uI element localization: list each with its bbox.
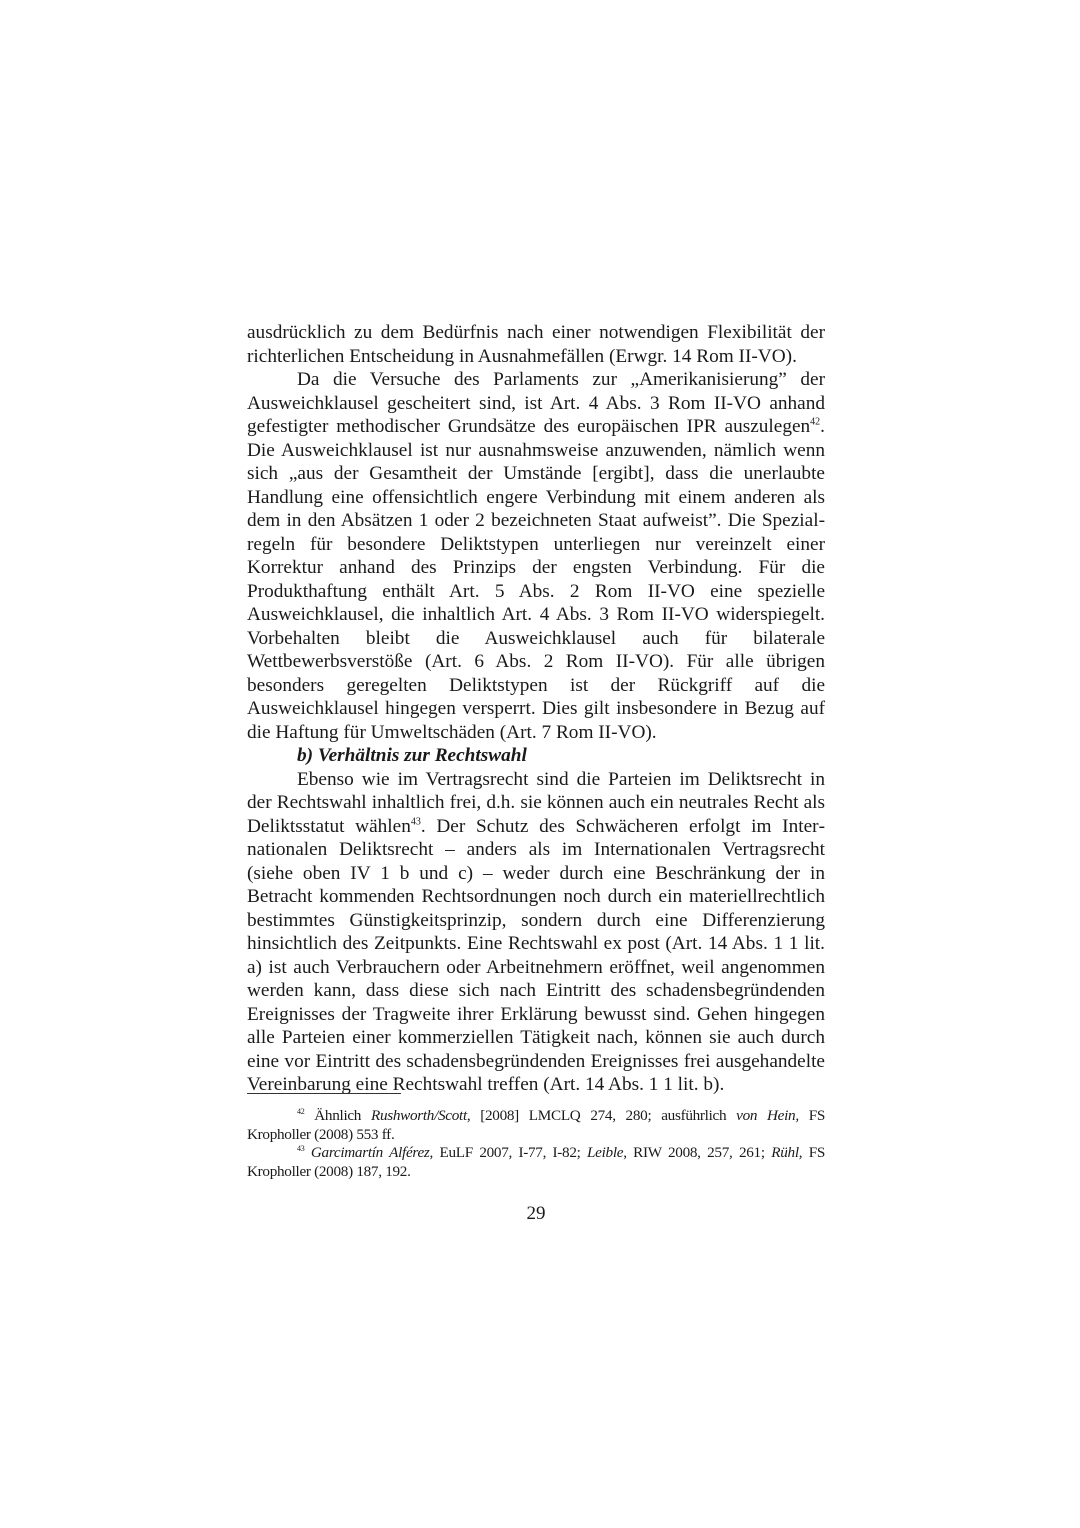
paragraph-text: . Die Ausweichklausel ist nur ausnahmsweise anzuwenden, nämlich wenn sich „aus der Gesamtheit der Umstände [ergibt], dass die unerlaubte Handlung eine offensichtlich engere Verbindung mit einem anderen als dem in den Absätzen 1 oder 2 bezeichneten Staat aufweist”. Die Spezialregeln für besondere Deliktstypen unterliegen nur vereinzelt einer Korrektur anhand des Prinzips der engsten Verbindung. Für die Produkthaftung enthält Art. 5 Abs. 2 Rom II-VO eine spezielle Ausweichklausel, die inhaltlich Art. 4 Abs. 3 Rom II-VO widerspiegelt. Vorbehalten bleibt die Ausweichklausel auch für bilaterale Wettbewerbsverstöße (Art. 6 Abs. 2 Rom II-VO). Für alle übrigen besonders geregelten Deliktstypen ist der Rückgriff auf die Ausweichklausel hingegen versperrt. Dies gilt insbesondere in Bezug auf die Haftung für Umweltschäden (Art. 7 Rom II-VO).	[247, 416, 825, 743]
footnote-number: 43	[297, 1143, 305, 1153]
author-name: Rühl,	[771, 1144, 803, 1161]
paragraph	[247, 321, 825, 368]
paragraph	[247, 368, 825, 744]
paragraph-text: Da die Versuche des Parlaments zur „Amerikanisierung” der Ausweichklausel gescheitert sind, ist Art. 4 Abs. 3 Rom II-VO anhand gefestigter methodischer Grundsätze des europäischen IPR auszulegen	[247, 369, 825, 437]
footnote-text: , EuLF 2007, I-77, I-82;	[429, 1144, 588, 1161]
footnote-text: FS Kropholler (2008) 187, 192.	[247, 1144, 825, 1180]
author-name: Garcimartín Alférez	[310, 1144, 430, 1161]
paragraph-text: ausdrücklich zu dem Bedürfnis nach einer notwendigen Flexibilität der richterlichen Entscheidung in Ausnahmefällen (Erwgr. 14 Rom II-VO).	[247, 322, 825, 367]
author-name: Leible	[587, 1144, 624, 1161]
footnote-text: , RIW 2008, 257, 261;	[623, 1144, 772, 1161]
section-heading: b) Verhältnis zur Rechtswahl	[297, 745, 527, 766]
page-number: 29	[526, 1203, 546, 1224]
footnote-separator	[247, 1093, 401, 1094]
footnote-marker: 42	[810, 416, 821, 428]
footnote-43	[247, 1144, 825, 1181]
footnote-marker: 43	[410, 816, 421, 828]
paragraph-text: . Der Schutz des Schwächeren erfolgt im Internationalen Deliktsrecht – anders als im Internationalen Vertragsrecht (siehe oben IV 1 b und c) – weder durch eine Beschränkung der in Betracht kommenden Rechtsordnungen noch durch ein materiellrechtlich bestimmtes Günstigkeitsprinzip, sondern durch eine Differenzierung hinsichtlich des Zeitpunkts. Eine Rechtswahl ex post (Art. 14 Abs. 1 1 lit. a) ist auch Verbrauchern oder Arbeitnehmern eröffnet, weil angenommen werden kann, dass diese sich nach Eintritt des schadensbegründenden Ereignisses der Tragweite ihrer Erklärung bewusst sind. Gehen hingegen alle Parteien einer kommerziellen Tätigkeit nach, können sie auch durch eine vor Eintritt des schadensbegründenden Ereignisses frei ausgehandelte Vereinbarung eine Rechtswahl treffen (Art. 14 Abs. 1 1 lit. b).	[247, 815, 825, 1095]
footnote-42	[247, 1107, 825, 1144]
paragraph	[247, 768, 825, 1097]
footnote-text: , [2008] LMCLQ 274, 280; ausführlich	[466, 1107, 737, 1124]
footnotes	[247, 1107, 825, 1181]
paragraph-text: Ebenso wie im Vertragsrecht sind die Parteien im Deliktsrecht in der Rechtswahl inhaltlich frei, d.h. sie können auch ein neutrales Recht als Deliktsstatut wählen	[247, 768, 825, 837]
footnote-number: 42	[297, 1106, 305, 1116]
author-name: Rushworth/Scott	[370, 1107, 467, 1124]
footnote-text: Ähnlich	[304, 1107, 371, 1124]
footnote-text: FS Kropholler (2008) 553 ff.	[247, 1107, 825, 1143]
author-name: von Hein,	[736, 1107, 799, 1124]
main-text	[247, 321, 825, 1097]
